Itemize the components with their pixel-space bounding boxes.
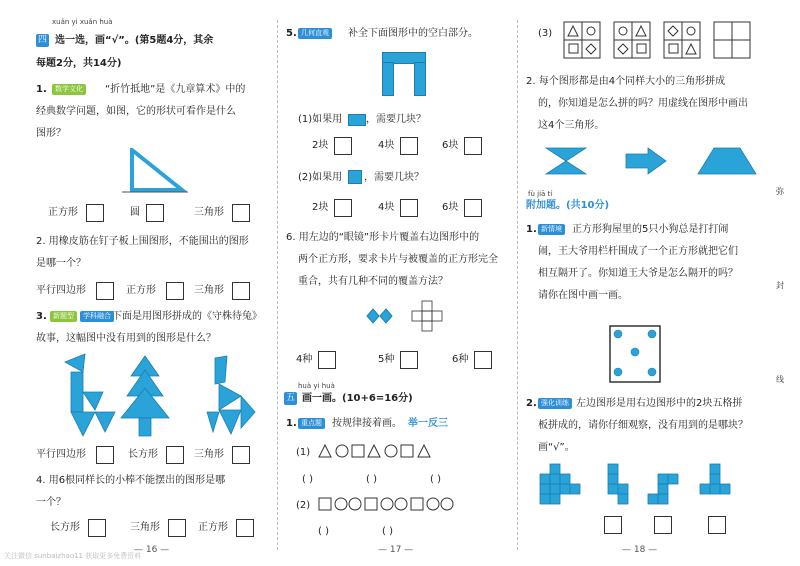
aq1-line1: 正方形狗屋里的5只小狗总是打打闹 (572, 224, 729, 235)
q4-answer-box-3[interactable] (236, 519, 254, 537)
seq1-label: (1) (296, 447, 311, 458)
q5-sub2-opt-1: 2块 (312, 202, 329, 213)
column-divider-1 (277, 20, 278, 550)
q5-sub2-box-2[interactable] (400, 199, 418, 217)
aq1-tag: 新情境 (538, 224, 565, 235)
q4-option-3: 正方形 (198, 522, 228, 533)
q1-line1: “折竹抵地”是《九章算术》中的 (105, 84, 246, 95)
q5-sub1-box-2[interactable] (400, 137, 418, 155)
q5-sub2-box-1[interactable] (334, 199, 352, 217)
q3-line2: 故事，这幅图中没有用到的图形是什么？ (36, 333, 216, 344)
section5-number: 五 (285, 393, 295, 403)
q6-target-figure (410, 300, 446, 336)
q3-answer-box-3[interactable] (232, 446, 250, 464)
q1-option-1: 正方形 (48, 207, 78, 218)
seq2-label: (2) (296, 500, 311, 511)
q5-incomplete-figure (382, 52, 426, 96)
seq2-paren-1: ( ) (318, 526, 329, 537)
q5-line: 补全下面图形中的空白部分。 (348, 28, 478, 39)
q1-answer-box-1[interactable] (86, 204, 104, 222)
q3-number: 3. (36, 311, 47, 322)
q5-tag: 几何直观 (298, 28, 332, 39)
q4-answer-box-1[interactable] (88, 519, 106, 537)
q4-option-2: 三角形 (130, 522, 160, 533)
page-number-16: — 16 — (134, 545, 170, 555)
pentomino-figures (536, 460, 746, 512)
page-number-18: — 18 — (622, 545, 658, 555)
r-q2-shapes (542, 146, 772, 176)
item3-label: (3) (538, 28, 553, 39)
sequence-2-shapes (318, 496, 468, 512)
right-column (522, 0, 792, 566)
aq2-box-2[interactable] (654, 516, 672, 534)
page-number-17: — 17 — (378, 545, 414, 555)
fujia-pinyin: fù jiā tí (528, 190, 553, 198)
q3-tag-1: 新题型 (50, 311, 77, 322)
aq1-line2: 闹，王大爷用栏杆围成了一个正方形就把它们 (538, 246, 738, 257)
aq2-line1: 左边图形是用右边图形中的2块五格拼 (576, 398, 743, 409)
section5-title: 画一画。(10+6=16分) (302, 393, 413, 404)
aq1-line4: 请你在图中画一画。 (538, 290, 628, 301)
q6-box-2[interactable] (400, 351, 418, 369)
q1-option-2: 圆 (130, 207, 140, 218)
left-column (0, 0, 270, 566)
q5-sub2-opt-2: 4块 (378, 202, 395, 213)
q1-answer-box-3[interactable] (232, 204, 250, 222)
q5-sub1-text: (1)如果用 (298, 114, 343, 125)
aq2-tag: 强化训练 (538, 398, 572, 409)
q2-option-1: 平行四边形 (36, 285, 86, 296)
section-title-cont: 每题2分，共14分) (36, 58, 122, 69)
q6-line2: 两个正方形，要求卡片与被覆盖的正方形完全 (298, 254, 498, 265)
aq1-number: 1. (526, 224, 537, 235)
q2-line2: 是哪一个？ (36, 258, 86, 269)
q3-answer-box-1[interactable] (96, 446, 114, 464)
seq2-paren-2: ( ) (382, 526, 393, 537)
q6-opt-3: 6种 (452, 354, 469, 365)
seal-line-char-3: 线 (776, 375, 784, 384)
r-q2-line1: 2. 每个图形都是由4个同样大小的三角形拼成 (526, 76, 726, 87)
seq1-paren-1: ( ) (302, 474, 313, 485)
q1-option-3: 三角形 (194, 207, 224, 218)
s5q1-extra: 举一反三 (408, 418, 448, 429)
q1-answer-box-2[interactable] (146, 204, 164, 222)
q5-sub2-text: (2)如果用 (298, 172, 343, 183)
aq2-box-1[interactable] (604, 516, 622, 534)
q2-line1: 2. 用橡皮筋在钉子板上围图形，不能围出的图形 (36, 236, 249, 247)
aq1-line3: 相互隔开了。你知道王大爷是怎么隔开的吗？ (538, 268, 738, 279)
fujia-title: 附加题。(共10分) (526, 200, 610, 211)
q1-line3: 图形？ (36, 128, 66, 139)
r-q2-line2: 的，你知道是怎么拼的吗？用虚线在图形中画出 (538, 98, 748, 109)
q3-option-3: 三角形 (194, 449, 224, 460)
q1-tag: 数学文化 (52, 84, 86, 95)
q5-sub2-piece (348, 170, 362, 184)
q6-opt-2: 5种 (378, 354, 395, 365)
q1-number: 1. (36, 84, 47, 95)
item3-grid-figures (562, 20, 762, 64)
q1-line2: 经典数学问题，如图，它的形状可看作是什么 (36, 106, 236, 117)
section-number: 四 (37, 35, 47, 45)
q2-answer-box-3[interactable] (232, 282, 250, 300)
q3-line1: 下面是用图形拼成的《守株待兔》 (112, 311, 262, 322)
aq2-line2: 板拼成的，请你仔细观察，没有用到的是哪块？ (538, 420, 748, 431)
q5-sub1-box-1[interactable] (334, 137, 352, 155)
q5-sub1-box-3[interactable] (464, 137, 482, 155)
q2-option-2: 正方形 (126, 285, 156, 296)
watermark: 关注微信 sunbaizhao11 获取更多免费资料 (4, 552, 142, 560)
bamboo-triangle-figure (120, 148, 190, 194)
seal-line-char-1: 弥 (776, 187, 784, 196)
s5q1-tag: 重点题 (298, 418, 325, 429)
q3-option-2: 长方形 (128, 449, 158, 460)
q4-option-1: 长方形 (50, 522, 80, 533)
q6-glasses-card (366, 308, 394, 324)
q6-opt-1: 4种 (296, 354, 313, 365)
q6-line3: 重合，共有几种不同的覆盖方法？ (298, 276, 448, 287)
dog-house-figure (608, 320, 664, 386)
s5q1-line: 按规律接着画。 (332, 418, 402, 429)
seq1-paren-3: ( ) (430, 474, 441, 485)
q4-line2: 一个？ (36, 497, 66, 508)
tangram-figures (55, 352, 265, 440)
q5-sub1-opt-2: 4块 (378, 140, 395, 151)
r-q2-line3: 这4个三角形。 (538, 120, 605, 131)
aq2-box-3[interactable] (708, 516, 726, 534)
q5-sub1-opt-1: 2块 (312, 140, 329, 151)
q3-tag-2: 学科融合 (80, 311, 114, 322)
q3-option-1: 平行四边形 (36, 449, 86, 460)
aq2-line3: 画“√”。 (538, 442, 575, 453)
q5-sub1-piece (348, 114, 366, 126)
q6-line1: 6. 用左边的“眼镜”形卡片覆盖右边图形中的 (286, 232, 480, 243)
aq2-number: 2. (526, 398, 537, 409)
section5-pinyin: huà yi huà (298, 382, 335, 390)
s5q1-number: 1. (286, 418, 297, 429)
q5-sub1-opt-3: 6块 (442, 140, 459, 151)
seq1-paren-2: ( ) (366, 474, 377, 485)
q3-answer-box-2[interactable] (166, 446, 184, 464)
q5-sub1-text-b: ，需要几块？ (366, 114, 426, 125)
section-pinyin: xuǎn yi xuǎn huà (52, 18, 113, 26)
q4-answer-box-2[interactable] (168, 519, 186, 537)
q5-sub2-box-3[interactable] (464, 199, 482, 217)
q5-sub2-opt-3: 6块 (442, 202, 459, 213)
q2-answer-box-2[interactable] (166, 282, 184, 300)
q6-box-1[interactable] (318, 351, 336, 369)
column-divider-2 (517, 20, 518, 550)
q4-line1: 4. 用6根同样长的小棒不能摆出的图形是哪 (36, 475, 226, 486)
q5-sub2-text-b: ，需要几块？ (364, 172, 424, 183)
q6-box-3[interactable] (474, 351, 492, 369)
q2-answer-box-1[interactable] (96, 282, 114, 300)
q2-option-3: 三角形 (194, 285, 224, 296)
section-title: 选一选，画“√”。(第5题4分，其余 (55, 35, 214, 46)
seal-line-char-2: 封 (776, 281, 784, 290)
q5-number: 5. (286, 28, 297, 39)
middle-column (282, 0, 514, 566)
sequence-1-shapes (318, 443, 448, 459)
